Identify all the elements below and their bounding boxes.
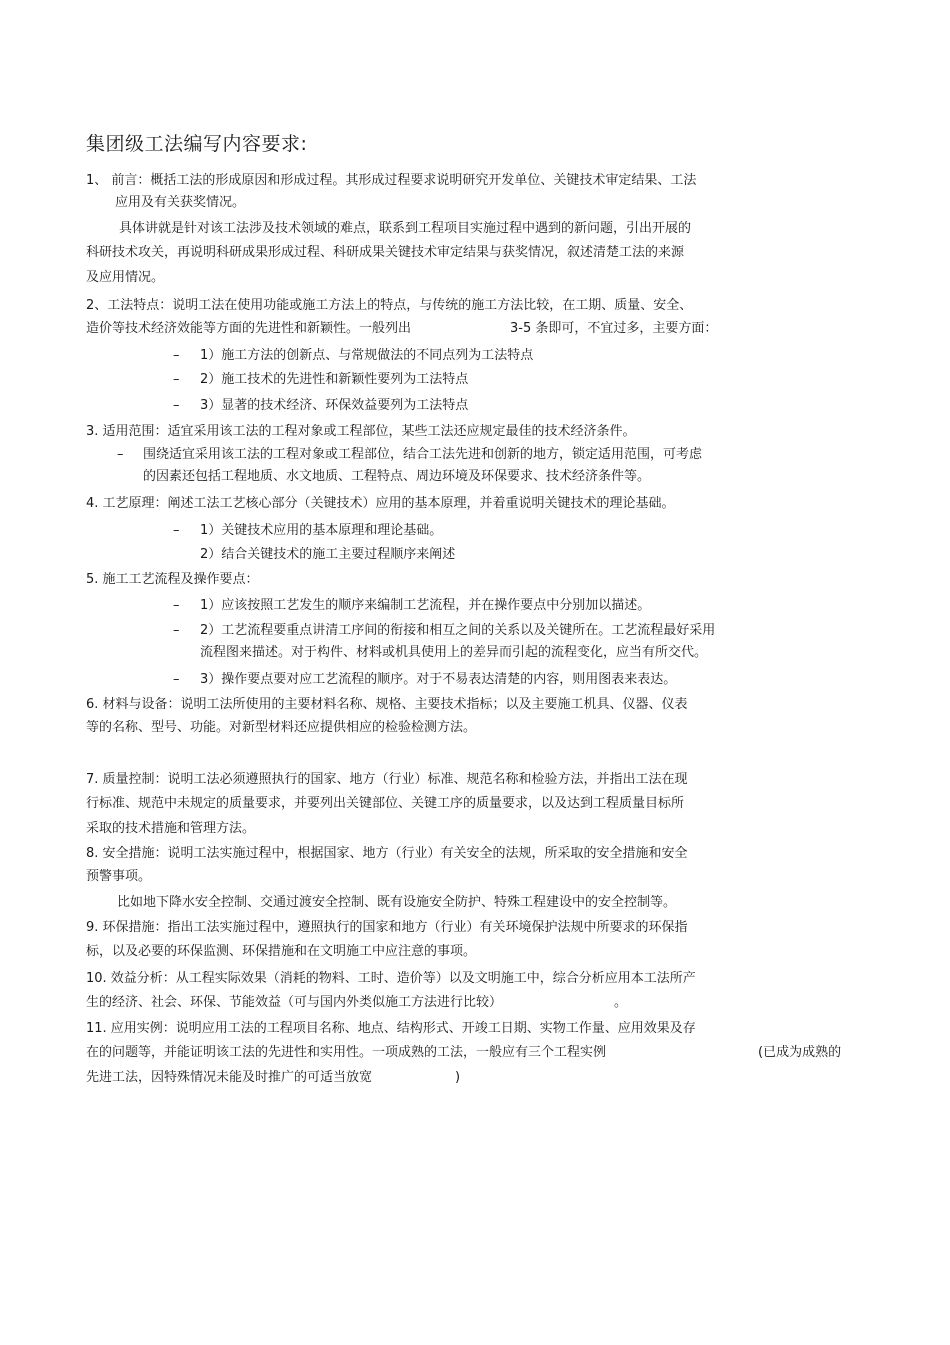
text-line: 行标准、规范中未规定的质量要求，并要列出关键部位、关键工序的质量要求，以及达到工程质量目标所 <box>86 796 685 811</box>
bullet-dash: – <box>173 672 180 687</box>
text-line: 标，以及必要的环保监测、环保措施和在文明施工中应注意的事项。 <box>86 944 477 959</box>
text-line: 7. 质量控制：说明工法必须遵照执行的国家、地方（行业）标准、规范名称和检验方法，并指出工法在现 <box>86 772 688 787</box>
text-line: 科研技术攻关，再说明科研成果形成过程、科研成果关键技术审定结果与获奖情况，叙述清楚工法的来源 <box>86 245 685 260</box>
text-line: 5. 施工工艺流程及操作要点： <box>86 572 259 587</box>
text-line: 比如地下降水安全控制、交通过渡安全控制、既有设施安全防护、特殊工程建设中的安全控制等。 <box>117 895 677 910</box>
text-line: 等的名称、型号、功能。对新型材料还应提供相应的检验检测方法。 <box>86 720 477 735</box>
text-line: 8. 安全措施：说明工法实施过程中，根据国家、地方（行业）有关安全的法规，所采取的安全措施和安全 <box>86 846 688 861</box>
text-line: 预警事项。 <box>86 869 152 884</box>
text-line: 1）施工方法的创新点、与常规做法的不同点列为工法特点 <box>200 348 534 363</box>
text-line: 采取的技术措施和管理方法。 <box>86 821 256 836</box>
text-line: 生的经济、社会、环保、节能效益（可与国内外类似施工方法进行比较） <box>86 995 503 1010</box>
text-line: 2、工法特点：说明工法在使用功能或施工方法上的特点，与传统的施工方法比较，在工期、质量、安全、 <box>86 298 693 313</box>
text-line: 及应用情况。 <box>86 270 165 285</box>
bullet-dash: – <box>117 447 124 462</box>
text-line: 在的问题等，并能证明该工法的先进性和实用性。一项成熟的工法，一般应有三个工程实例 <box>86 1045 607 1060</box>
text-line: 具体讲就是针对该工法涉及技术领域的难点，联系到工程项目实施过程中遇到的新问题，引出开展的 <box>119 221 692 236</box>
text-line: 4. 工艺原理：阐述工法工艺核心部分（关键技术）应用的基本原理，并着重说明关键技术的理论基础。 <box>86 496 675 511</box>
bullet-dash: – <box>173 348 180 363</box>
text-line: 3. 适用范围：适宜采用该工法的工程对象或工程部位，某些工法还应规定最佳的技术经济条件。 <box>86 424 636 439</box>
bullet-dash: – <box>173 623 180 638</box>
text-line: 。 <box>614 995 628 1010</box>
text-line: 1、 前言：概括工法的形成原因和形成过程。其形成过程要求说明研究开发单位、关键技术审定结果、工法 <box>86 173 697 188</box>
text-line: 3）操作要点要对应工艺流程的顺序。对于不易表达清楚的内容，则用图表来表达。 <box>200 672 677 687</box>
bullet-dash: – <box>173 398 180 413</box>
text-line: 2）工艺流程要重点讲清工序间的衔接和相互之间的关系以及关键所在。工艺流程最好采用 <box>200 623 716 638</box>
text-line: 3-5 条即可，不宜过多，主要方面： <box>510 321 718 336</box>
text-line: 的因素还包括工程地质、水文地质、工程特点、周边环境及环保要求、技术经济条件等。 <box>143 469 651 484</box>
text-line: 10. 效益分析：从工程实际效果（消耗的物料、工时、造价等）以及文明施工中，综合分析应用本工法所产 <box>86 971 696 986</box>
text-line: 1）应该按照工艺发生的顺序来编制工艺流程，并在操作要点中分别加以描述。 <box>200 598 651 613</box>
document-title: 集团级工法编写内容要求: <box>86 133 308 155</box>
text-line: 流程图来描述。对于构件、材料或机具使用上的差异而引起的流程变化，应当有所交代。 <box>200 645 708 660</box>
text-line: 造价等技术经济效能等方面的先进性和新颖性。一般列出 <box>86 321 412 336</box>
text-line: 9. 环保措施：指出工法实施过程中，遵照执行的国家和地方（行业）有关环境保护法规中所要求的环保指 <box>86 920 688 935</box>
bullet-dash: – <box>173 598 180 613</box>
bullet-dash: – <box>173 523 180 538</box>
bullet-dash: – <box>173 372 180 387</box>
text-line: 2）结合关键技术的施工主要过程顺序来阐述 <box>200 547 456 562</box>
text-line: 6. 材料与设备：说明工法所使用的主要材料名称、规格、主要技术指标；以及主要施工机具、仪器、仪表 <box>86 697 688 712</box>
text-line: (已成为成熟的 <box>758 1045 842 1060</box>
text-line: 2）施工技术的先进性和新颖性要列为工法特点 <box>200 372 469 387</box>
text-line: ) <box>455 1070 461 1085</box>
text-line: 1）关键技术应用的基本原理和理论基础。 <box>200 523 443 538</box>
text-line: 先进工法，因特殊情况未能及时推广的可适当放宽 <box>86 1070 373 1085</box>
text-line: 3）显著的技术经济、环保效益要列为工法特点 <box>200 398 469 413</box>
text-line: 围绕适宜采用该工法的工程对象或工程部位，结合工法先进和创新的地方，锁定适用范围，可考虑 <box>143 447 703 462</box>
text-line: 应用及有关获奖情况。 <box>115 195 246 210</box>
text-line: 11. 应用实例：说明应用工法的工程项目名称、地点、结构形式、开竣工日期、实物工作量、应用效果及存 <box>86 1021 696 1036</box>
